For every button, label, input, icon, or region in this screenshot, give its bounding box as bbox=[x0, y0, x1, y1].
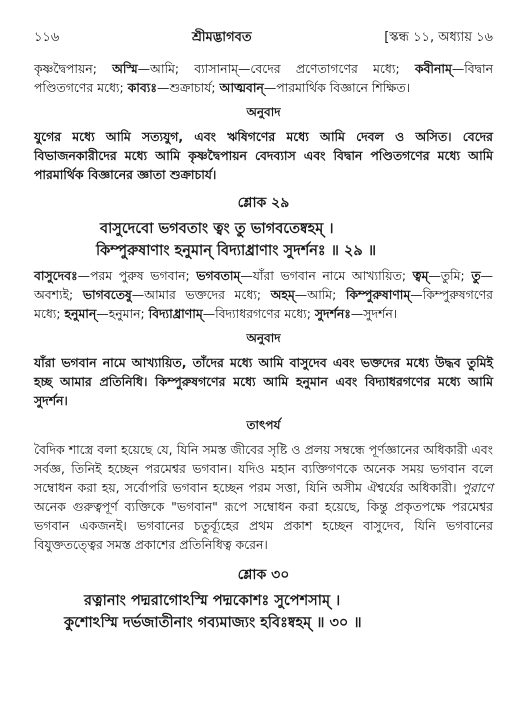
verse-29-line-2: কিম্পুরুষাণাং হনুমান্ বিদ্যাধ্রাণাং সুদর্শনঃ ॥ ২৯ ॥ bbox=[96, 243, 377, 259]
translation-verse-29: যাঁরা ভগবান নামে আখ্যায়িত, তাঁদের মধ্যে আমি বাসুদেব এবং ভক্তদের মধ্যে উদ্ধব তুমিই হচ্ছ আমার প্রতিনিধি। কিম্পুরুষগণের মধ্যে আমি হনুমান এবং বিদ্যাধরগণের মধ্যে আমি সুদর্শন। bbox=[34, 355, 493, 408]
section-reference: [স্কন্ধ ১১, অধ্যায় ১৬ bbox=[384, 30, 493, 45]
purport-heading: তাৎপর্য bbox=[246, 418, 281, 432]
verse-30-line-2: কুশোঽস্মি দর্ভজাতীনাং গব্যমাজ্যং হবিঃষ্বহম্ ॥ ৩০ ॥ bbox=[64, 615, 362, 631]
synonyms-verse-29: বাসুদেবঃ—পরম পুরুষ ভগবান; ভগবতাম্—যাঁরা ভগবান নামে আখ্যায়িত; ত্বম্—তুমি; তু—অবশ্যই; ভাগবতেষু—আমার ভক্তদের মধ্যে; অহম্—আমি; কিম্পুরুষাণাম্—কিম্পুরুষগণের মধ্যে; হনুমান্—হনুমান; বিদ্যাধ্রাণাম্—বিদ্যাধরগণের মধ্যে; সুদর্শনঃ—সুদর্শন। bbox=[34, 268, 494, 321]
translation-heading: অনুবাদ bbox=[246, 105, 281, 119]
translation-verse-28: যুগের মধ্যে আমি সত্যযুগ, এবং ঋষিগণের মধ্যে আমি দেবল ও অসিত। বেদের বিভাজনকারীদের মধ্যে আমি কৃষ্ণদ্বৈপায়ন বেদব্যাস এবং বিদ্বান পণ্ডিতগণের মধ্যে আমি পারমার্থিক বিজ্ঞানের জ্ঞাতা শুক্রাচার্য। bbox=[34, 129, 493, 182]
purport-text: বৈদিক শাস্ত্রে বলা হয়েছে যে, যিনি সমস্ত জীবের সৃষ্টি ও প্রলয় সম্বন্ধে পূর্ণজ্ঞানের অধিকারী এবং সর্বজ্ঞ, তিনিই হচ্ছেন পরমেশ্বর ভগবান। যদিও মহান ব্যক্তিগণকে অনেক সময় ভগবান বলে সম্বোধন করা হয়, সর্বোপরি ভগবান হচ্ছেন পরম সত্তা, যিনি অসীম ঐশ্বর্যের অধিকারী। পুরাণে অনেক গুরুত্বপূর্ণ ব্যক্তিকে "ভগবান" রূপে সম্বোধন করা হয়েছে, কিন্তু প্রকৃতপক্ষে পরমেশ্বর ভগবান একজনই। ভগবানের চতুর্ব্যূহের প্রথম প্রকাশ হচ্ছেন বাসুদেব, যিনি ভগবানের বিযুক্ততত্ত্বের সমস্ত প্রকাশের প্রতিনিধিত্ব করেন। bbox=[34, 442, 493, 552]
page-header bbox=[34, 28, 493, 49]
book-title: শ্রীমদ্ভাগবত bbox=[191, 30, 252, 45]
verse-30-label: শ্লোক ৩০ bbox=[237, 567, 290, 583]
verse-29-line-1: বাসুদেবো ভগবতাং ত্বং তু ভাগবতেষ্বহম্ । bbox=[100, 221, 334, 237]
translation-heading: অনুবাদ bbox=[246, 331, 281, 345]
page-number: ১১৬ bbox=[34, 30, 60, 45]
verse-30-line-1: রত্নানাং পদ্মরাগোঽস্মি পদ্মকোশঃ সুপেশসাম্ । bbox=[84, 593, 341, 609]
synonyms-verse-28: কৃষ্ণদ্বৈপায়ন; অস্মি—আমি; ব্যাসানাম্—বেদের প্রণেতাগণের মধ্যে; কবীনাম্—বিদ্বান পণ্ডিতগণের মধ্যে; কাব্যঃ—শুক্রাচার্য; আত্মবান্—পারমার্থিক বিজ্ঞানে শিক্ষিত। bbox=[34, 61, 494, 95]
verse-29-label: শ্লোক ২৯ bbox=[237, 195, 290, 211]
